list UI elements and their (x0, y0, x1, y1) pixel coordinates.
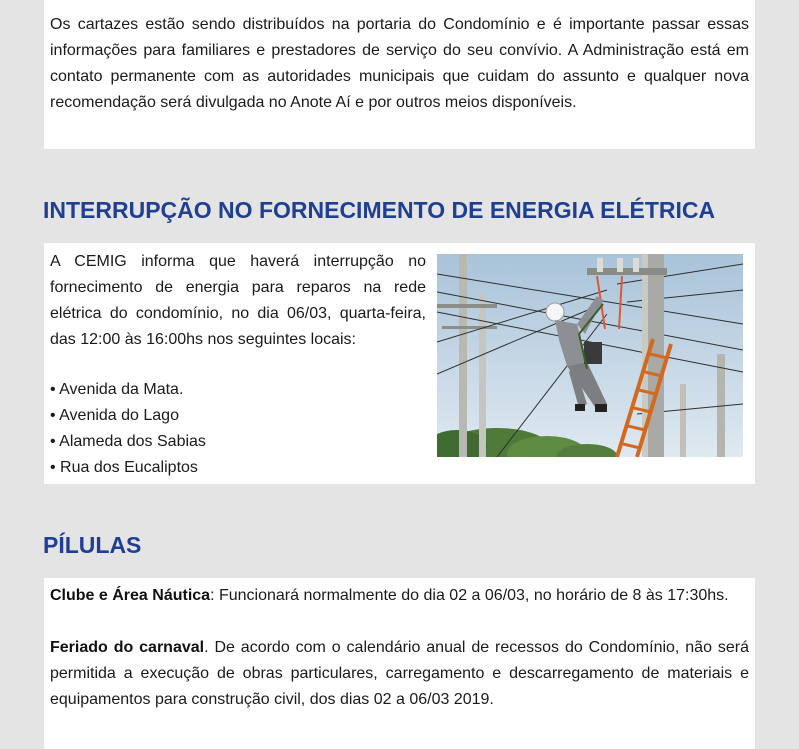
pilulas-item-text: : Funcionará normalmente do dia 02 a 06/03, no horário de 8 às 17:30hs. (210, 587, 729, 604)
energy-section-title: INTERRUPÇÃO NO FORNECIMENTO DE ENERGIA ELÉTRICA (43, 197, 716, 223)
location-item: • Rua dos Eucaliptos (50, 459, 198, 476)
pilulas-section-title: PÍLULAS (43, 532, 142, 558)
pilulas-item-heading: Clube e Área Náutica (50, 587, 211, 604)
location-list (50, 377, 426, 481)
pilulas-card (44, 578, 755, 749)
intro-paragraph: Os cartazes estão sendo distribuídos na portaria do Condomínio e é importante passar essas informações para familiares e prestadores de serviço do seu convívio. A Administração está em contato permanente com as autoridades municipais que cuidam do assunto e qualquer nova recomendação será divulgada no Anote Aí e por outros meios disponíveis. (50, 16, 749, 111)
pilulas-item (50, 583, 749, 609)
pilulas-item-text: . De acordo com o calendário anual de recessos do Condomínio, não será permitida a execução de obras particulares, carregamento e descarregamento de materiais e equipamentos para construção civil, dos dias 02 a 06/03 2019. (50, 639, 750, 708)
location-item: • Alameda dos Sabias (50, 433, 206, 450)
energy-card (44, 243, 755, 484)
pilulas-item (50, 635, 749, 713)
energy-text-block (50, 249, 426, 481)
intro-card (44, 0, 755, 149)
location-item: • Avenida da Mata. (50, 381, 184, 398)
lineman-photo (437, 254, 743, 457)
pilulas-item-heading: Feriado do carnaval (50, 639, 205, 656)
energy-paragraph: A CEMIG informa que haverá interrupção no fornecimento de energia para reparos na rede elétrica do condomínio, no dia 06/03, quarta-feira, das 12:00 às 16:00hs nos seguintes locais: (50, 253, 426, 348)
location-item: • Avenida do Lago (50, 407, 179, 424)
